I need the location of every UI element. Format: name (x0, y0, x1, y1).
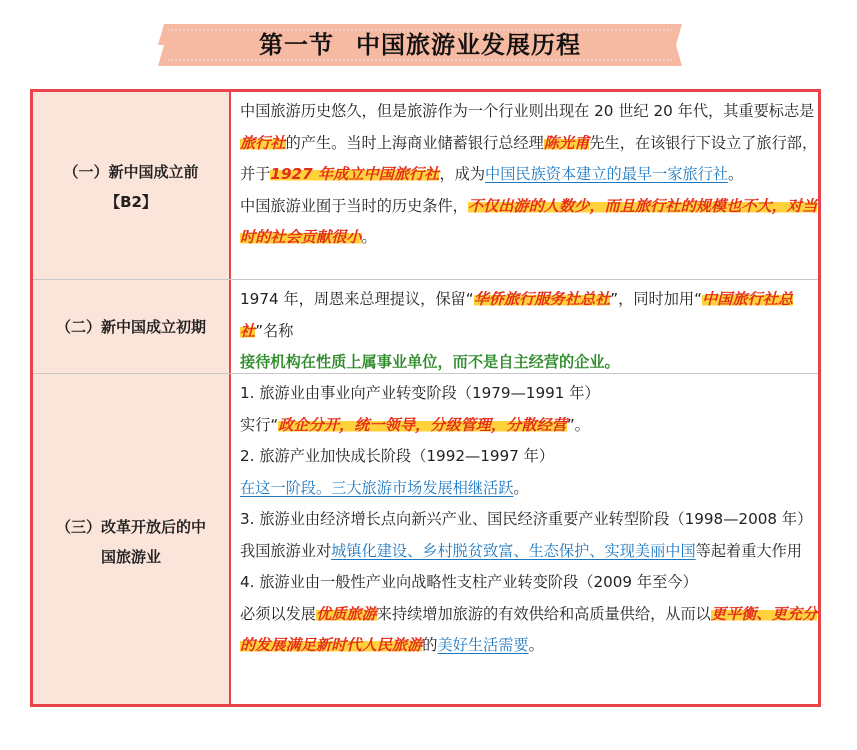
section-heading: 中国旅游业发展历程 (356, 30, 581, 59)
highlight: 华侨旅行服务社总社 (473, 290, 611, 308)
paragraph (240, 410, 818, 442)
text: 1974 年，周恩来总理提议，保留“ (240, 290, 474, 308)
category-row-2 (33, 312, 229, 342)
text: ”。 (566, 415, 590, 434)
highlight: 中国旅行社总社 (240, 290, 794, 340)
category-label: （三）改革开放后的中 (55, 518, 206, 536)
blue-underline: 在这一阶段。三大旅游市场发展相继活跃 (240, 478, 514, 497)
text: ，成为 (439, 165, 485, 183)
section-title-banner (158, 20, 682, 70)
stage-heading: 4. 旅游业由一般性产业向战略性支柱产业转变阶段（2009 年至今） (240, 573, 698, 591)
highlight: 不仅出游的人数少，而且旅行社的规模也不大，对当时的社会贡献很小 (240, 196, 818, 246)
blue-underline: 城镇化建设、乡村脱贫致富、生态保护、实现美丽中国 (331, 541, 696, 560)
paragraph (240, 191, 818, 254)
text: 。 (361, 228, 377, 246)
text: ”，同时加用“ (610, 290, 702, 308)
paragraph (240, 96, 818, 191)
green-note: 接待机构在性质上属事业单位，而不是自主经营的企业。 (240, 353, 620, 371)
category-label: 国旅游业 (100, 548, 161, 566)
category-label: （一）新中国成立前 (63, 163, 199, 181)
paragraph (240, 284, 818, 347)
row-divider (33, 279, 818, 280)
text: 。 (513, 478, 529, 497)
category-label: （二）新中国成立初期 (55, 318, 206, 336)
highlight: 更平衡、更充分的发展满足新时代人民旅游 (240, 604, 818, 654)
section-number: 第一节 (259, 30, 334, 59)
text: 实行“ (240, 415, 279, 434)
column-divider (229, 92, 231, 704)
content-row-1 (240, 96, 818, 254)
section-title (158, 24, 682, 66)
paragraph (240, 473, 818, 505)
history-table (30, 89, 821, 707)
text: 我国旅游业对 (240, 541, 332, 560)
highlight: 旅行社 (240, 133, 286, 152)
content-row-2 (240, 284, 818, 379)
highlight: 优质旅游 (315, 604, 377, 623)
highlight: 政企分开，统一领导，分级管理，分散经营 (278, 415, 567, 434)
category-row-1 (33, 157, 229, 217)
highlight: 1927 年成立中国旅行社 (270, 165, 440, 183)
category-row-3 (33, 512, 229, 572)
highlight: 陈光甫 (543, 133, 590, 152)
stage-heading: 3. 旅游业由经济增长点向新兴产业、国民经济重要产业转型阶段（1998—2008 年） (240, 510, 813, 528)
text: 来持续增加旅游的有效供给和高质量供给，从而以 (376, 604, 711, 623)
paragraph (240, 599, 818, 662)
text: 。 (528, 636, 544, 654)
content-row-3 (240, 378, 818, 662)
stage-heading: 2. 旅游产业加快成长阶段（1992—1997 年） (240, 447, 555, 465)
text: 中国旅游业囿于当时的历史条件， (240, 196, 468, 215)
text: ”名称 (255, 321, 294, 340)
text: 必须以发展 (240, 604, 316, 623)
text: 的 (422, 636, 438, 654)
text: 先生，在该银行下设立了旅行部，并于 (240, 133, 818, 183)
text: 的产生。当时上海商业储蓄银行总经理 (285, 133, 544, 152)
paragraph (240, 536, 818, 568)
text: 中国旅游历史悠久，但是旅游作为一个行业则出现在 20 世纪 20 年代，其重要标志是 (240, 102, 815, 120)
stage-heading: 1. 旅游业由事业向产业转变阶段（1979—1991 年） (240, 384, 600, 402)
text: 。 (728, 165, 744, 183)
blue-underline: 美好生活需要 (437, 636, 529, 654)
text: 等起着重大作用 (695, 541, 802, 560)
category-code: 【B2】 (105, 193, 157, 211)
blue-underline: 中国民族资本建立的最早一家旅行社 (485, 165, 728, 183)
